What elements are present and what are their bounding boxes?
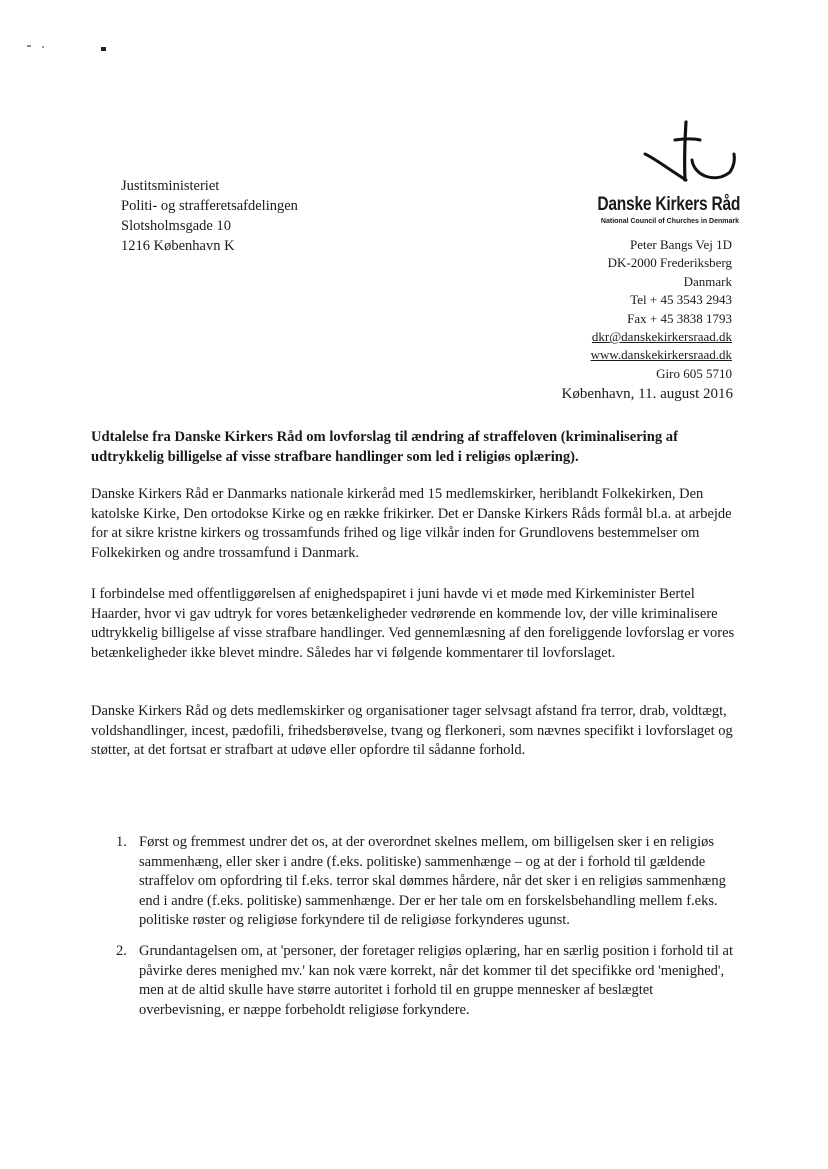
recipient-address	[121, 176, 298, 256]
recipient-line: 1216 København K	[121, 238, 235, 254]
list-number: 1.	[116, 834, 127, 850]
scan-artifact	[42, 46, 44, 48]
sender-giro: Giro 605 5710	[656, 365, 732, 381]
organization-subtitle: National Council of Churches in Denmark	[600, 218, 739, 225]
recipient-line: Justitsministeriet	[121, 178, 220, 194]
body-paragraph: Danske Kirkers Råd og dets medlemskirker og organisationer tager selvsagt afstand fra terror, drab, voldtægt, voldshandlinger, incest, pædofili, frihedsberøvelse, tvang og flerkoneri, som nævnes specifikt i lovforslaget og støtter, at det fortsat er strafbart at udøve eller opfordre til sådanne forhold.	[91, 703, 733, 758]
sender-country: Danmark	[683, 273, 732, 289]
body-paragraph: Danske Kirkers Råd er Danmarks nationale kirkeråd med 15 medlemskirker, heriblandt Folkekirken, Den katolske Kirke, Den ortodokse Kirke og en række frikirker. Det er Danske Kirkers Råds formål bl.a. at arbejde for at sikre kristne kirkers og trossamfunds frihed og lige vilkår inden for Grundlovens bestemmelser om Folkekirken og andre trossamfund i Danmark.	[91, 486, 732, 561]
list-text: Først og fremmest undrer det os, at der overordnet skelnes mellem, om billigelsen sker i en religiøs sammenhæng, eller sker i andre (f.eks. politiske) sammenhænge – og at der i forhold til gældende straffelov om opfordring til f.eks. terror skal dømmes hårdere, når det sker i en religiøs sammenhæng end i andre (f.eks. politiske) sammenhænge. Der er her tale om en forskelsbehandling mellem f.eks. politiske røster og religiøse forkyndere til de religiøse forkynderes ugunst.	[139, 834, 726, 928]
sender-address-city: DK-2000 Frederiksberg	[607, 255, 732, 271]
cross-anchor-logo-icon	[640, 118, 740, 188]
sender-fax: Fax + 45 3838 1793	[627, 310, 732, 326]
recipient-line: Slotsholmsgade 10	[121, 218, 231, 234]
sender-email-link[interactable]: dkr@danskekirkersraad.dk	[591, 329, 732, 345]
recipient-line: Politi- og strafferetsafdelingen	[121, 198, 298, 214]
sender-contact	[591, 236, 732, 383]
letter-date: København, 11. august 2016	[561, 386, 733, 402]
scan-artifact	[27, 45, 31, 47]
list-text: Grundantagelsen om, at 'personer, der foretager religiøs oplæring, har en særlig position i forhold til at påvirke deres menighed mv.' kan nok være korrekt, når det kommer til det specifikke ord 'menighed', men at de altid skulle have større autoritet i forhold til en gruppe mennesker af beslægtet overbevisning, er næppe forbeholdt religiøse forkyndere.	[139, 943, 733, 1018]
organization-name: Danske Kirkers Råd	[597, 194, 740, 215]
list-number: 2.	[116, 943, 127, 959]
sender-address-street: Peter Bangs Vej 1D	[630, 237, 732, 252]
letter-subject: Udtalelse fra Danske Kirkers Råd om lovforslag til ændring af straffeloven (kriminalisering af udtrykkelig billigelse af visse strafbare handlinger som led i religiøs oplæring).	[91, 429, 678, 465]
body-paragraph: I forbindelse med offentliggørelsen af enighedspapiret i juni havde vi et møde med Kirkeminister Bertel Haarder, hvor vi gav udtryk for vores betænkeligheder vedrørende en kommende lov, der ville kriminalisere udtrykkelig billigelse af visse strafbare handlinger. Ved gennemlæsning af den foreliggende lovforslag er vores betænkeligheder ikke blevet mindre. Således har vi følgende kommentarer til lovforslaget.	[91, 586, 735, 661]
sender-website-link[interactable]: www.danskekirkersraad.dk	[590, 347, 732, 363]
sender-phone: Tel + 45 3543 2943	[630, 292, 732, 308]
scan-artifact	[101, 47, 106, 51]
